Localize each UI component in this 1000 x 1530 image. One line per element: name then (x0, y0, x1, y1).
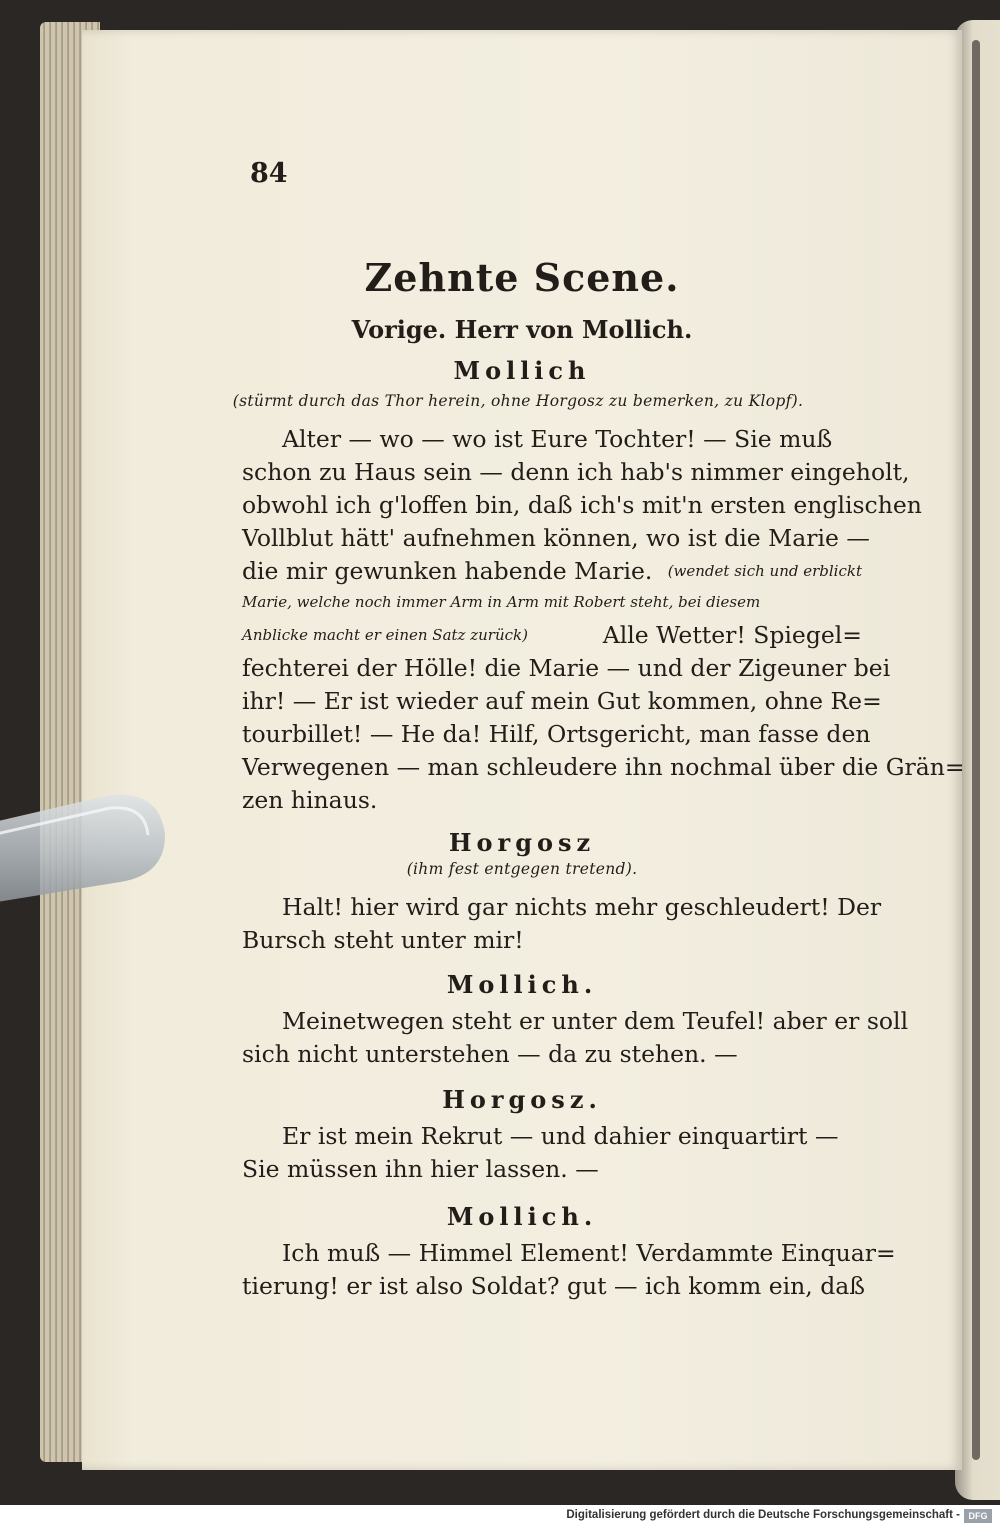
text-line: Halt! hier wird gar nichts mehr geschleudert! Der (282, 893, 882, 921)
cast-line: Vorige. Herr von Mollich. (351, 315, 693, 344)
text-line: tourbillet! — He da! Hilf, Ortsgericht, man fasse den (242, 720, 871, 748)
footer-credit: Digitalisierung gefördert durch die Deutsche Forschungsgemeinschaft - (566, 1509, 960, 1521)
text-line: Bursch steht unter mir! (242, 926, 524, 954)
scene-title: Zehnte Scene. (364, 255, 680, 300)
text-line: die mir gewunken habende Marie. (wendet sich und erblickt (242, 557, 862, 585)
text-line: Anblicke macht er einen Satz zurück) Alle Wetter! Spiegel= (242, 621, 862, 649)
stage-direction: (ihm fest entgegen tretend). (406, 860, 638, 878)
speaker-heading: Horgosz. (442, 1085, 602, 1114)
speaker-heading: Mollich. (446, 1202, 598, 1231)
text-line: Sie müssen ihn hier lassen. — (242, 1155, 599, 1183)
text-line: zen hinaus. (242, 786, 378, 814)
text-line: ihr! — Er ist wieder auf mein Gut kommen, ohne Re= (242, 687, 882, 715)
digitization-footer (0, 1505, 1000, 1530)
text-line: fechterei der Hölle! die Marie — und der Zigeuner bei (242, 654, 891, 682)
speaker-heading: Horgosz (448, 828, 596, 857)
book-spine-shadow (972, 40, 980, 1460)
stage-direction: (stürmt durch das Thor herein, ohne Horgosz zu bemerken, zu Klopf). (232, 392, 804, 410)
text-line: Ich muß — Himmel Element! Verdammte Einquar= (282, 1239, 896, 1267)
text-line: Er ist mein Rekrut — und dahier einquartirt — (282, 1122, 839, 1150)
text-line: obwohl ich g'loffen bin, daß ich's mit'n ersten englischen (242, 491, 922, 519)
text-line: tierung! er ist also Soldat? gut — ich komm ein, daß (242, 1272, 865, 1300)
text-line: Vollblut hätt' aufnehmen können, wo ist die Marie — (242, 524, 870, 552)
page-number: 84 (250, 158, 288, 189)
stage-direction-line: Marie, welche noch immer Arm in Arm mit Robert steht, bei diesem (242, 593, 761, 611)
book-page (82, 30, 965, 1470)
text-line: Alter — wo — wo ist Eure Tochter! — Sie muß (282, 425, 833, 453)
speaker-heading: Mollich (453, 356, 591, 385)
text-line: sich nicht unterstehen — da zu stehen. — (242, 1040, 738, 1068)
dfg-logo: DFG (964, 1509, 992, 1523)
speaker-heading: Mollich. (446, 970, 598, 999)
text-line: Verwegenen — man schleudere ihn nochmal über die Grän= (242, 753, 965, 781)
text-line: Meinetwegen steht er unter dem Teufel! aber er soll (282, 1007, 909, 1035)
text-line: schon zu Haus sein — denn ich hab's nimmer eingeholt, (242, 458, 910, 486)
